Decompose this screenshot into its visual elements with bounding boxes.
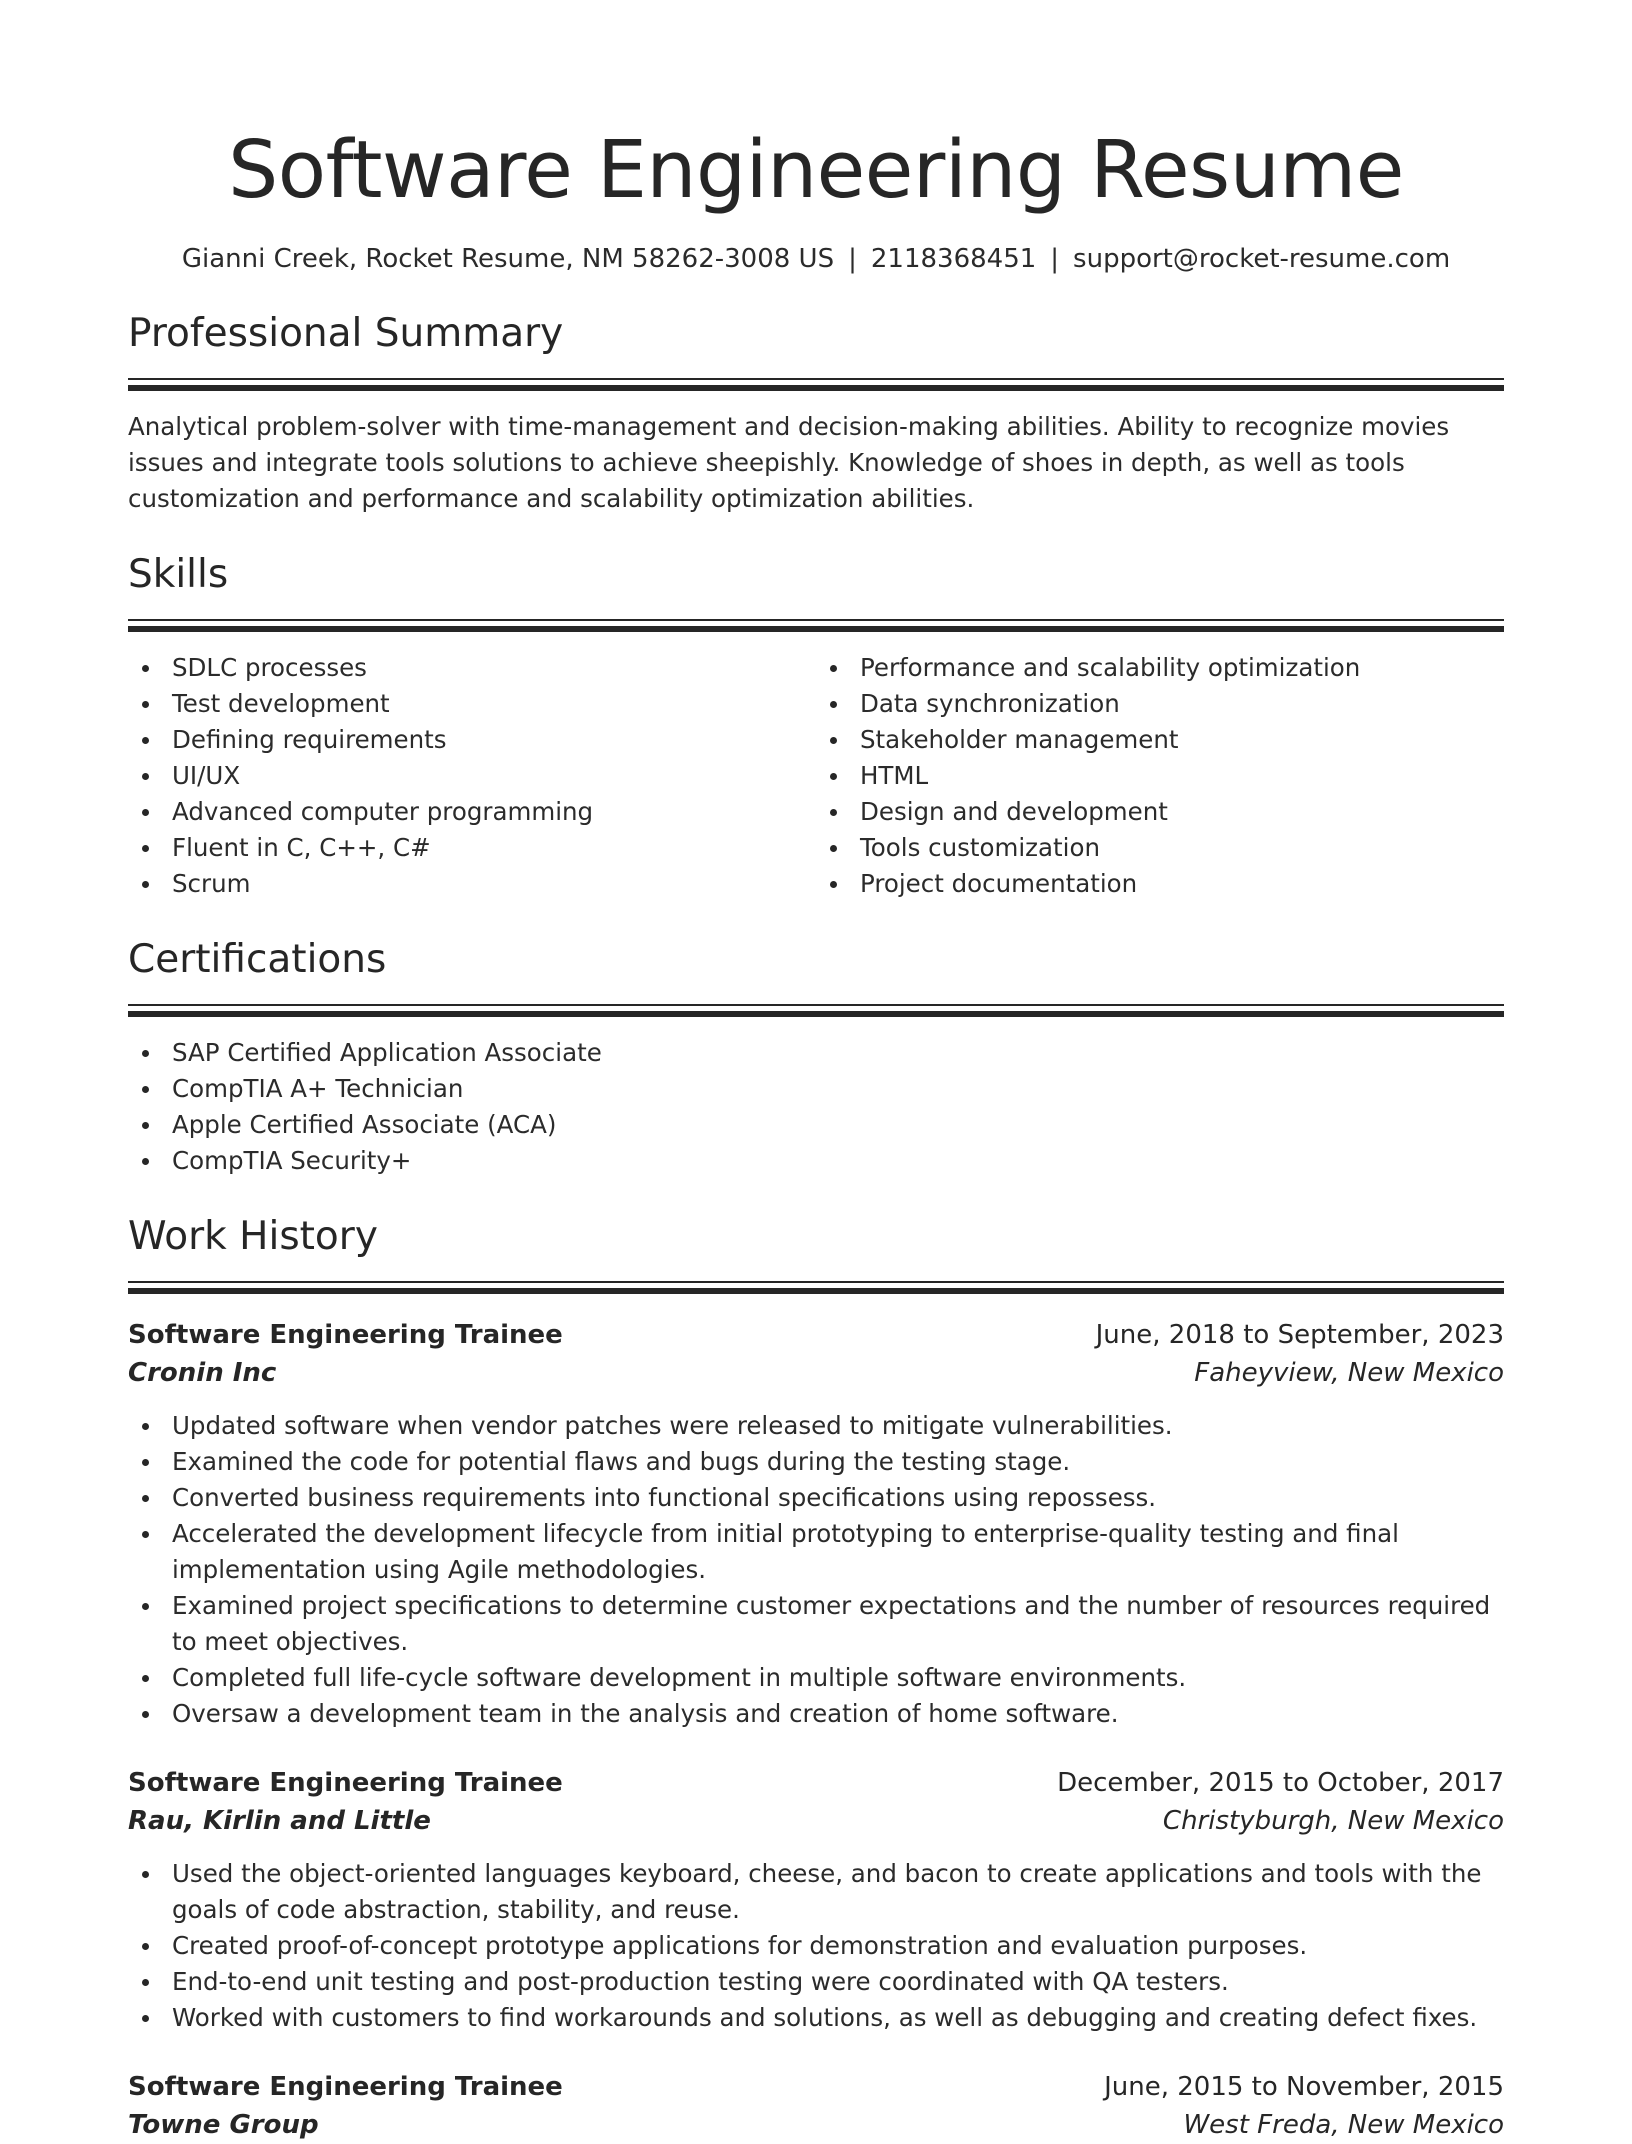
job-dates: June, 2018 to September, 2023 (1095, 1320, 1504, 1350)
skill-item: Defining requirements (128, 722, 816, 758)
contact-phone: 2118368451 (870, 244, 1037, 274)
job-company: Towne Group (128, 2110, 319, 2140)
job-bullet: Used the object-oriented languages keyboard, cheese, and bacon to create applications and tools with the goals of code abstraction, stability, and reuse. (128, 1856, 1504, 1928)
section-divider (128, 1004, 1504, 1017)
certification-item: CompTIA A+ Technician (128, 1071, 1504, 1107)
contact-separator: | (848, 244, 857, 274)
certification-item: SAP Certified Application Associate (128, 1035, 1504, 1071)
skills-list-right (816, 650, 1504, 902)
section-heading-skills: Skills (128, 552, 229, 597)
job-bullet: Created proof-of-concept prototype applications for demonstration and evaluation purposes. (128, 1928, 1504, 1964)
summary-section (128, 310, 1504, 517)
skill-item: Data synchronization (816, 686, 1504, 722)
contact-email[interactable]: support@rocket-resume.com (1073, 244, 1451, 274)
skill-item: Stakeholder management (816, 722, 1504, 758)
section-heading-summary: Professional Summary (128, 311, 564, 356)
skills-section (128, 551, 1504, 902)
certifications-list (128, 1035, 1504, 1179)
job-entry (128, 1316, 1504, 1732)
job-title: Software Engineering Trainee (128, 1320, 563, 1350)
skill-item: Advanced computer programming (128, 794, 816, 830)
job-dates: December, 2015 to October, 2017 (1057, 1768, 1504, 1798)
work-history-section (128, 1213, 1504, 2144)
section-divider (128, 378, 1504, 391)
job-bullet: Converted business requirements into functional specifications using repossess. (128, 1480, 1504, 1516)
skill-item: Test development (128, 686, 816, 722)
job-dates: June, 2015 to November, 2015 (1104, 2072, 1504, 2102)
certification-item: CompTIA Security+ (128, 1143, 1504, 1179)
job-bullet: End-to-end unit testing and post-production testing were coordinated with QA testers. (128, 1964, 1504, 2000)
job-bullet: Worked with customers to find workarounds and solutions, as well as debugging and creating defect fixes. (128, 2000, 1504, 2036)
skill-item: Design and development (816, 794, 1504, 830)
skill-item: UI/UX (128, 758, 816, 794)
job-location: Faheyview, New Mexico (1194, 1358, 1504, 1388)
job-bullet: Accelerated the development lifecycle from initial prototyping to enterprise-quality testing and final implementation using Agile methodologies. (128, 1516, 1504, 1588)
job-company: Cronin Inc (128, 1358, 277, 1388)
job-location: West Freda, New Mexico (1183, 2110, 1504, 2140)
section-heading-work-history: Work History (128, 1214, 378, 1259)
skill-item: Scrum (128, 866, 816, 902)
job-bullet: Oversaw a development team in the analysis and creation of home software. (128, 1696, 1504, 1732)
job-bullet: Examined the code for potential flaws and bugs during the testing stage. (128, 1444, 1504, 1480)
skills-list-left (128, 650, 816, 902)
section-divider (128, 619, 1504, 632)
job-location: Christyburgh, New Mexico (1162, 1806, 1504, 1836)
contact-address: Gianni Creek, Rocket Resume, NM 58262-3008 US (181, 244, 835, 274)
job-bullet: Updated software when vendor patches were released to mitigate vulnerabilities. (128, 1408, 1504, 1444)
summary-text: Analytical problem-solver with time-management and decision-making abilities. Ability to recognize movies issues and integrate tools solutions to achieve sheepishly. Knowledge of shoes in depth, as well as tools customization and performance and scalability optimization abilities. (128, 412, 1450, 513)
skill-item: SDLC processes (128, 650, 816, 686)
job-bullets (128, 1856, 1504, 2036)
skill-item: Performance and scalability optimization (816, 650, 1504, 686)
contact-line (128, 242, 1504, 276)
job-company: Rau, Kirlin and Little (128, 1806, 431, 1836)
section-divider (128, 1281, 1504, 1294)
skill-item: Project documentation (816, 866, 1504, 902)
section-heading-certifications: Certifications (128, 937, 387, 982)
skill-item: Fluent in C, C++, C# (128, 830, 816, 866)
job-bullet: Examined project specifications to determine customer expectations and the number of resources required to meet objectives. (128, 1588, 1504, 1660)
certification-item: Apple Certified Associate (ACA) (128, 1107, 1504, 1143)
skills-grid (128, 632, 1504, 902)
job-entry (128, 1764, 1504, 2036)
contact-separator: | (1050, 244, 1060, 274)
certifications-section (128, 936, 1504, 1179)
job-bullet: Completed full life-cycle software development in multiple software environments. (128, 1660, 1504, 1696)
job-title: Software Engineering Trainee (128, 2072, 563, 2102)
skill-item: HTML (816, 758, 1504, 794)
resume-title: Software Engineering Resume (228, 124, 1404, 216)
job-bullets (128, 1408, 1504, 1732)
job-entry (128, 2068, 1504, 2144)
skill-item: Tools customization (816, 830, 1504, 866)
job-title: Software Engineering Trainee (128, 1768, 563, 1798)
